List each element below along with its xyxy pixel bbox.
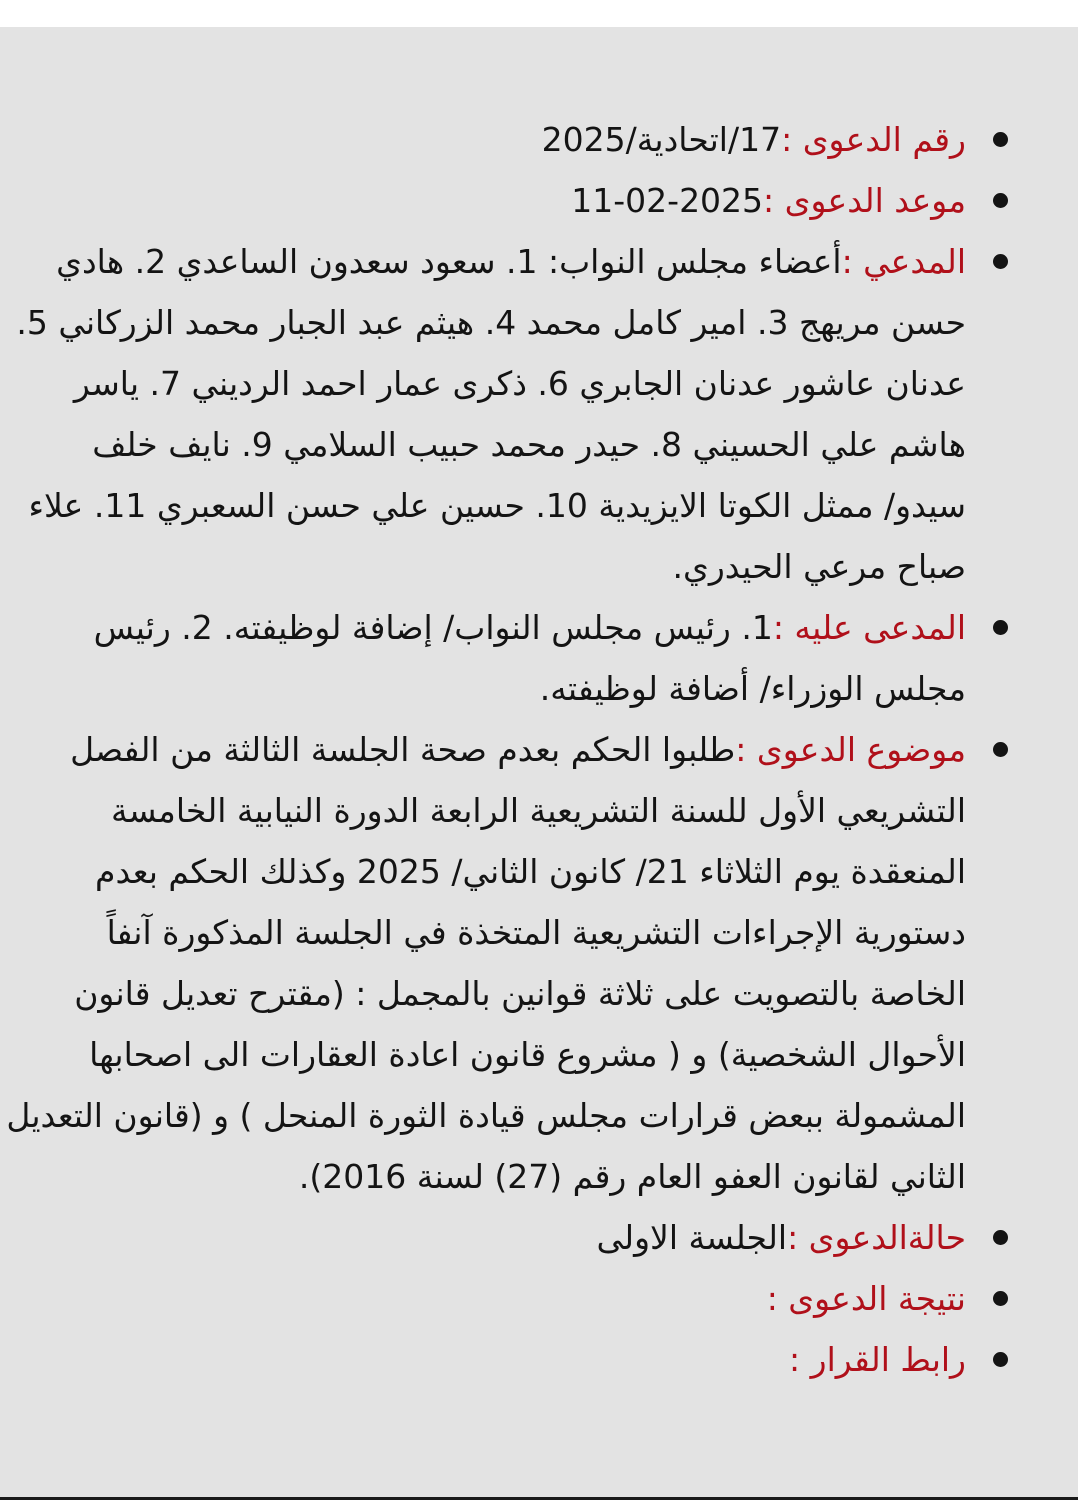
case-result-item	[6, 1268, 966, 1329]
case-status-item	[6, 1207, 966, 1268]
bullet-icon	[993, 1230, 1008, 1245]
defendant-label: المدعى عليه :	[772, 608, 966, 647]
bullet-icon	[993, 193, 1008, 208]
decision-link-label[interactable]: رابط القرار :	[789, 1340, 966, 1379]
case-number-item	[6, 109, 966, 170]
case-number-label: رقم الدعوى :	[781, 120, 966, 159]
plaintiff-label: المدعي :	[841, 242, 966, 281]
case-result-label: نتيجة الدعوى :	[766, 1279, 966, 1318]
case-date-item	[6, 170, 966, 231]
plaintiff-value: أعضاء مجلس النواب: 1. سعود سعدون الساعدي 2. هادي حسن مريهج 3. امير كامل محمد 4. هيثم عبد الجبار محمد الزركاني 5. عدنان عاشور عدنان الجابري 6. ذكرى عمار احمد الرديني 7. ياسر هاشم علي الحسيني 8. حيدر محمد حبيب السلامي 9. نايف خلف سيدو/ ممثل الكوتا الايزيدية 10. حسين علي حسن السعبري 11. علاء صباح مرعي الحيدري.	[16, 242, 966, 586]
case-subject-label: موضوع الدعوى :	[735, 730, 966, 769]
case-status-value: الجلسة الاولى	[596, 1218, 788, 1257]
case-subject-value: طلبوا الحكم بعدم صحة الجلسة الثالثة من الفصل التشريعي الأول للسنة التشريعية الرابعة الدورة النيابية الخامسة المنعقدة يوم الثلاثاء 21/ كانون الثاني/ 2025 وكذلك الحكم بعدم دستورية الإجراءات التشريعية المتخذة في الجلسة المذكورة آنفاً الخاصة بالتصويت على ثلاثة قوانين بالمجمل : (مقترح تعديل قانون الأحوال الشخصية) و ( مشروع قانون اعادة العقارات الى اصحابها المشمولة ببعض قرارات مجلس قيادة الثورة المنحل ) و (قانون التعديل الثاني لقانون العفو العام رقم (27) لسنة 2016).	[6, 730, 966, 1196]
bullet-icon	[993, 1352, 1008, 1367]
bullet-icon	[993, 1291, 1008, 1306]
decision-link-item	[6, 1329, 966, 1390]
bullet-icon	[993, 254, 1008, 269]
case-status-label: حالةالدعوى :	[787, 1218, 966, 1257]
plaintiff-item	[6, 231, 966, 597]
case-details-list	[6, 109, 966, 1390]
case-number-value: 17/اتحادية/2025	[541, 120, 782, 159]
case-subject-item	[6, 719, 966, 1207]
case-date-label: موعد الدعوى :	[763, 181, 966, 220]
bullet-icon	[993, 132, 1008, 147]
bullet-icon	[993, 742, 1008, 757]
case-date-value: 2025-02-11	[571, 181, 764, 220]
case-details-panel	[0, 27, 1078, 1497]
defendant-value: 1. رئيس مجلس النواب/ إضافة لوظيفته. 2. رئيس مجلس الوزراء/ أضافة لوظيفته.	[93, 608, 966, 708]
bullet-icon	[993, 620, 1008, 635]
defendant-item	[6, 597, 966, 719]
bottom-divider	[0, 1497, 1078, 1508]
